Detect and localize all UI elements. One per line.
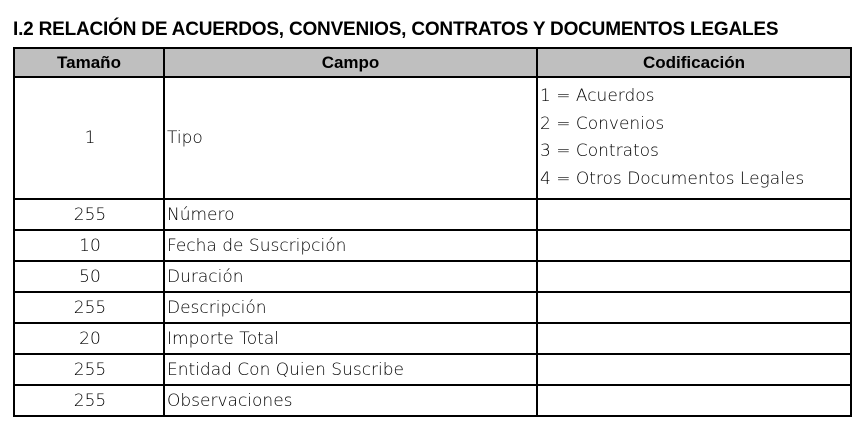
coding-cell [537,323,851,354]
page-title: I.2 RELACIÓN DE ACUERDOS, CONVENIOS, CONTRATOS Y DOCUMENTOS LEGALES [13,19,779,40]
coding-cell [537,199,851,230]
field-cell: Tipo [164,77,537,199]
fields-table [13,47,852,417]
coding-cell [537,292,851,323]
table-row [14,292,851,323]
coding-line: 4 = Otros Documentos Legales [540,168,805,189]
column-header-field: Campo [164,48,537,77]
coding-cell [537,261,851,292]
table-header [14,48,851,77]
size-cell: 1 [14,77,164,199]
table-row [14,199,851,230]
table-row [14,385,851,416]
field-cell: Importe Total [164,323,537,354]
column-header-coding: Codificación [537,48,851,77]
coding-cell [537,354,851,385]
table-row [14,323,851,354]
field-cell: Descripción [164,292,537,323]
size-cell: 50 [14,261,164,292]
coding-line: 3 = Contratos [540,141,659,161]
header-row [14,48,851,77]
size-cell: 10 [14,230,164,261]
field-cell: Número [164,199,537,230]
field-cell: Duración [164,261,537,292]
coding-line: 1 = Acuerdos [540,86,655,106]
field-cell: Fecha de Suscripción [164,230,537,261]
table-row [14,77,851,199]
table-row [14,354,851,385]
size-cell: 255 [14,292,164,323]
table-row [14,261,851,292]
field-cell: Observaciones [164,385,537,416]
size-cell: 255 [14,199,164,230]
size-cell: 255 [14,354,164,385]
size-cell: 255 [14,385,164,416]
coding-line: 2 = Convenios [540,113,665,134]
coding-cell [537,230,851,261]
table-body [14,77,851,416]
coding-cell [537,77,851,199]
column-header-size: Tamaño [14,48,164,77]
table-row [14,230,851,261]
size-cell: 20 [14,323,164,354]
coding-cell [537,385,851,416]
field-cell: Entidad Con Quien Suscribe [164,354,537,385]
